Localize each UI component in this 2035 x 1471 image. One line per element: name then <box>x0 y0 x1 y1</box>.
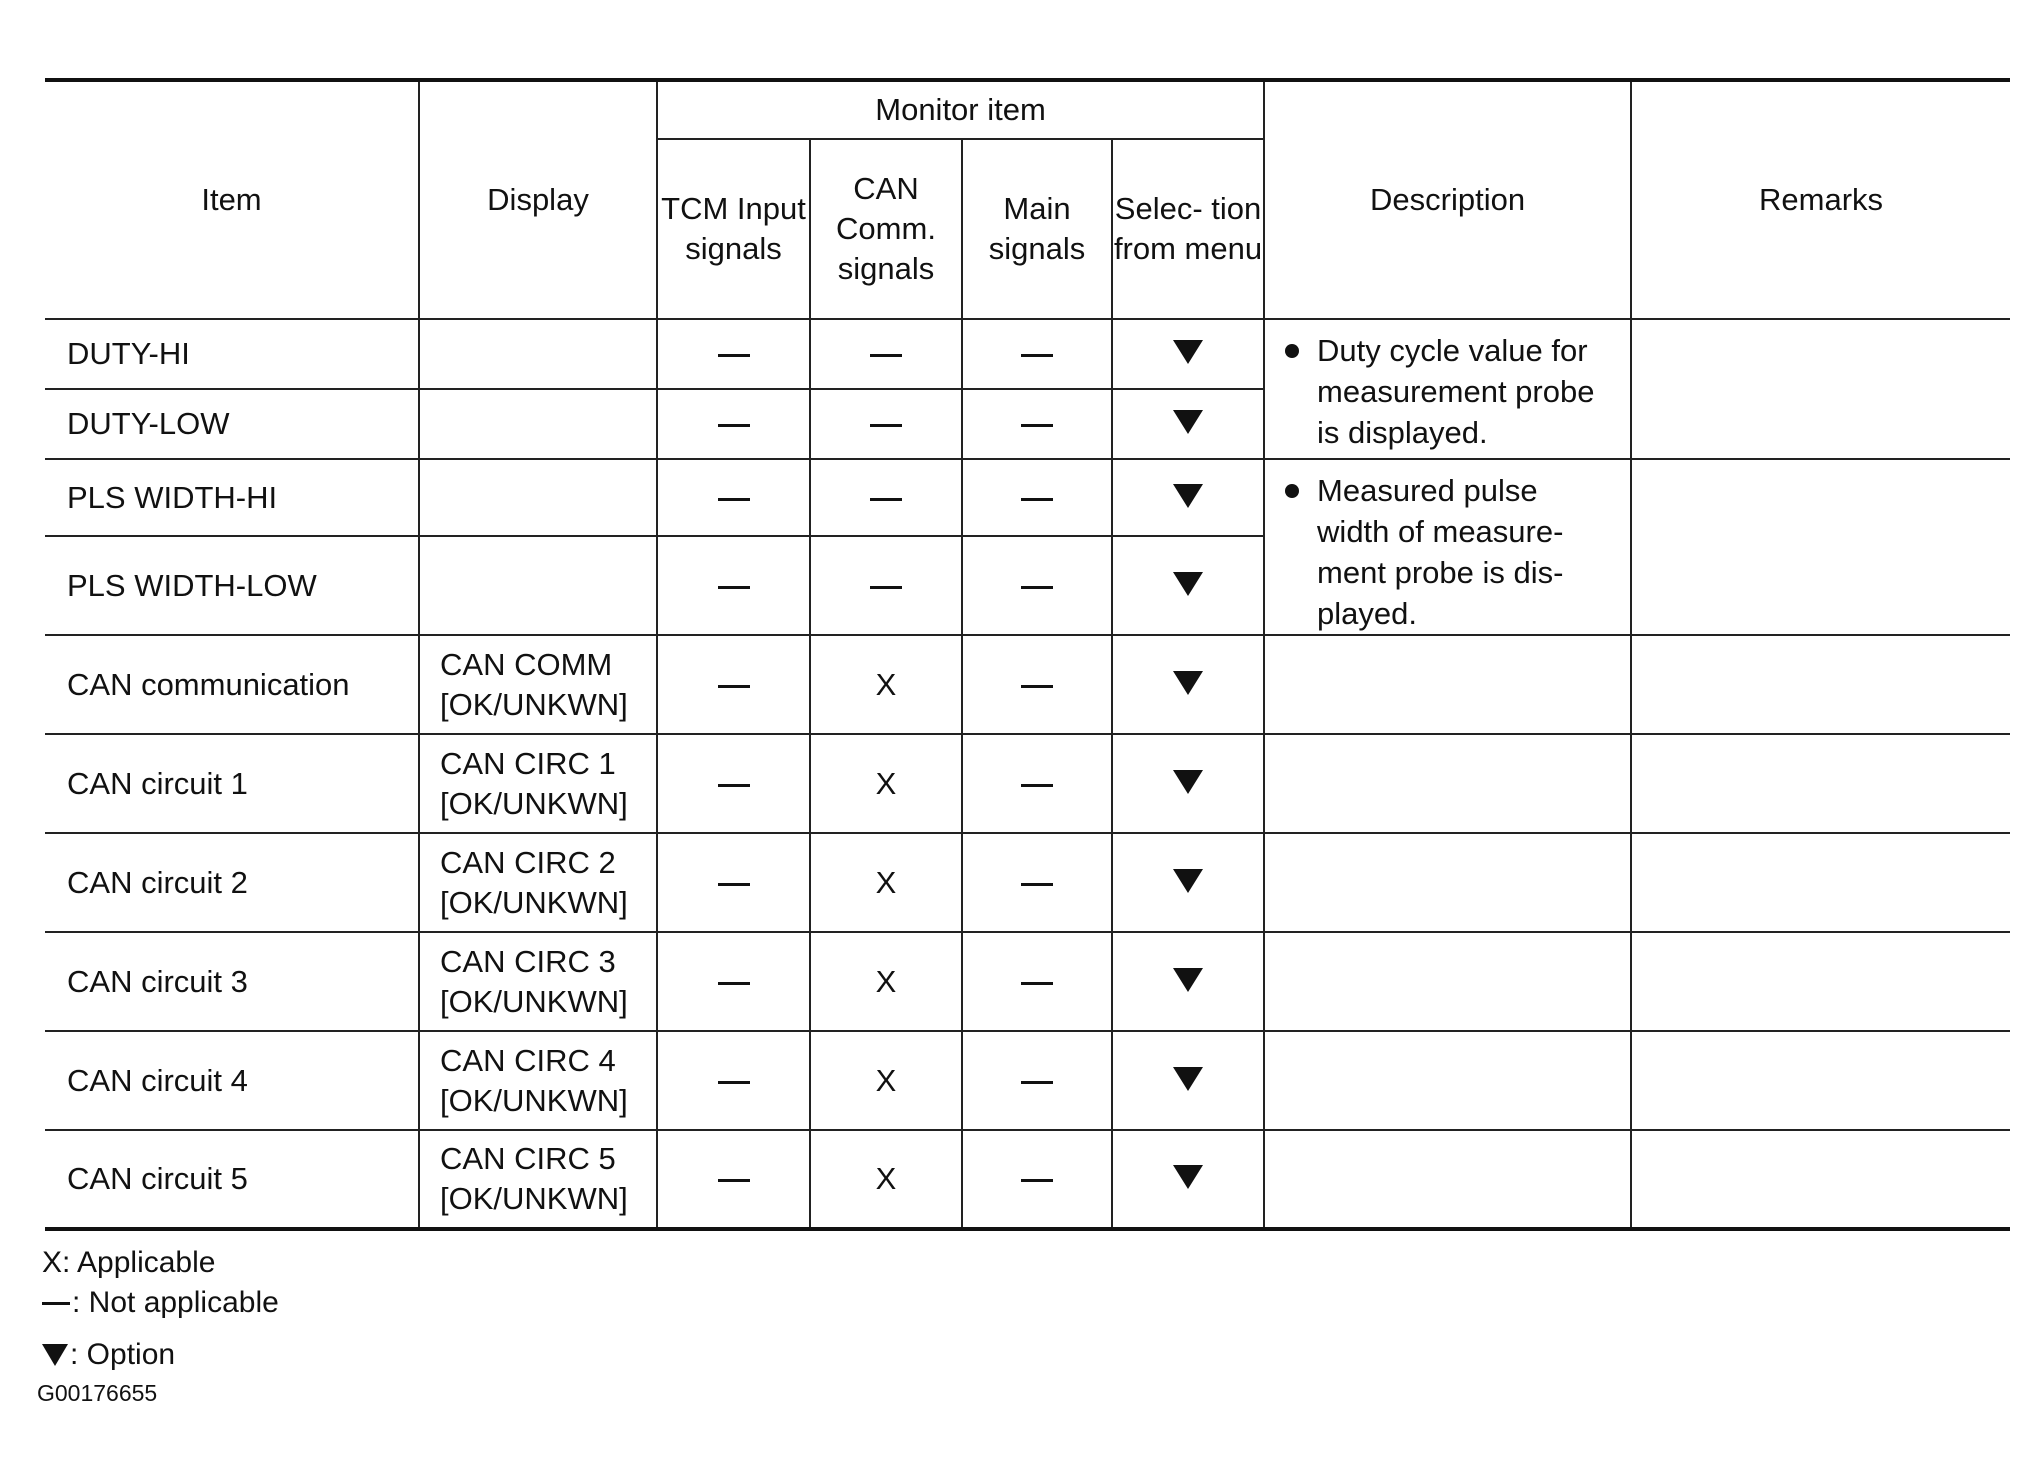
dash-icon <box>1021 982 1053 985</box>
display-line: [OK/UNKWN] <box>440 1181 628 1216</box>
display-line: [OK/UNKWN] <box>440 884 628 920</box>
item-cell: PLS WIDTH-HI <box>45 459 419 536</box>
triangle-down-icon <box>1173 869 1203 893</box>
item-cell: CAN circuit 4 <box>45 1031 419 1130</box>
monitor-item-table <box>45 78 2010 1231</box>
display-cell <box>419 833 657 932</box>
legend-option <box>42 1335 279 1375</box>
dash-icon <box>1021 1179 1053 1182</box>
applicable-mark: X <box>810 833 962 932</box>
table-row <box>45 459 2010 536</box>
description-cell <box>1264 1130 1631 1229</box>
remarks-cell <box>1631 1031 2010 1130</box>
dash-icon <box>718 1179 750 1182</box>
display-cell <box>419 389 657 459</box>
description-text: Duty cycle value for measurement probe is displayed. <box>1317 333 1595 450</box>
display-cell <box>419 1031 657 1130</box>
display-cell <box>419 932 657 1031</box>
dash-icon <box>718 424 750 427</box>
remarks-cell <box>1631 734 2010 833</box>
display-line: CAN CIRC 4 <box>440 1042 616 1078</box>
table-row <box>45 734 2010 833</box>
display-line: CAN CIRC 2 <box>440 844 616 880</box>
header-monitor-item: Monitor item <box>657 80 1264 139</box>
dash-icon <box>718 784 750 787</box>
triangle-down-icon <box>1173 340 1203 364</box>
legend <box>42 1243 279 1375</box>
applicable-mark: X <box>810 932 962 1031</box>
dash-icon <box>1021 685 1053 688</box>
triangle-down-icon <box>1173 484 1203 508</box>
remarks-cell <box>1631 635 2010 734</box>
dash-icon <box>870 354 902 357</box>
display-cell <box>419 734 657 833</box>
table-row <box>45 319 2010 389</box>
table-row <box>45 833 2010 932</box>
triangle-down-icon <box>1173 671 1203 695</box>
applicable-mark: X <box>810 734 962 833</box>
table-row <box>45 1130 2010 1229</box>
legend-applicable: X: Applicable <box>42 1246 216 1279</box>
header-description: Description <box>1264 80 1631 319</box>
dash-icon <box>718 1081 750 1084</box>
triangle-down-icon <box>42 1344 68 1366</box>
display-line: [OK/UNKWN] <box>440 785 628 821</box>
triangle-down-icon <box>1173 1067 1203 1091</box>
display-line: CAN CIRC 5 <box>440 1141 616 1176</box>
remarks-cell <box>1631 459 2010 635</box>
description-cell <box>1264 932 1631 1031</box>
bullet-icon <box>1285 484 1299 498</box>
dash-icon <box>1021 586 1053 589</box>
display-cell <box>419 459 657 536</box>
item-cell: CAN circuit 1 <box>45 734 419 833</box>
display-cell <box>419 319 657 389</box>
triangle-down-icon <box>1173 1165 1203 1189</box>
display-line: CAN CIRC 3 <box>440 943 616 979</box>
dash-icon <box>42 1302 70 1305</box>
display-line: [OK/UNKWN] <box>440 1082 628 1118</box>
dash-icon <box>870 498 902 501</box>
table-row <box>45 932 2010 1031</box>
legend-not-applicable <box>42 1283 279 1323</box>
remarks-cell <box>1631 833 2010 932</box>
item-cell: CAN communication <box>45 635 419 734</box>
display-line: CAN COMM <box>440 646 613 682</box>
display-cell <box>419 1130 657 1229</box>
dash-icon <box>1021 1081 1053 1084</box>
header-display: Display <box>419 80 657 319</box>
dash-icon <box>870 424 902 427</box>
remarks-cell <box>1631 1130 2010 1229</box>
display-line: [OK/UNKWN] <box>440 686 628 722</box>
item-cell: DUTY-LOW <box>45 389 419 459</box>
triangle-down-icon <box>1173 968 1203 992</box>
triangle-down-icon <box>1173 410 1203 434</box>
item-cell: DUTY-HI <box>45 319 419 389</box>
item-cell: CAN circuit 5 <box>45 1130 419 1229</box>
header-can-comm-signals: CAN Comm. signals <box>810 139 962 319</box>
figure-code: G00176655 <box>37 1380 158 1406</box>
bullet-icon <box>1285 344 1299 358</box>
dash-icon <box>870 586 902 589</box>
description-cell <box>1264 833 1631 932</box>
applicable-mark: X <box>810 635 962 734</box>
table-row <box>45 635 2010 734</box>
table-row <box>45 1031 2010 1130</box>
triangle-down-icon <box>1173 572 1203 596</box>
description-text: Measured pulse width of measure- ment probe is dis- played. <box>1317 473 1564 631</box>
header-tcm-input-signals: TCM Input signals <box>657 139 810 319</box>
dash-icon <box>718 586 750 589</box>
display-line: CAN CIRC 1 <box>440 745 616 781</box>
item-cell: PLS WIDTH-LOW <box>45 536 419 635</box>
dash-icon <box>718 498 750 501</box>
header-remarks: Remarks <box>1631 80 2010 319</box>
dash-icon <box>1021 784 1053 787</box>
dash-icon <box>718 982 750 985</box>
display-cell <box>419 635 657 734</box>
dash-icon <box>718 883 750 886</box>
dash-icon <box>1021 498 1053 501</box>
applicable-mark: X <box>810 1130 962 1229</box>
dash-icon <box>1021 883 1053 886</box>
dash-icon <box>1021 354 1053 357</box>
display-line: [OK/UNKWN] <box>440 983 628 1019</box>
dash-icon <box>718 354 750 357</box>
display-cell <box>419 536 657 635</box>
description-pulse <box>1264 459 1631 635</box>
legend-text: : Option <box>70 1338 176 1371</box>
dash-icon <box>1021 424 1053 427</box>
dash-icon <box>718 685 750 688</box>
item-cell: CAN circuit 2 <box>45 833 419 932</box>
legend-text: : Not applicable <box>72 1286 279 1319</box>
header-item: Item <box>45 80 419 319</box>
description-cell <box>1264 1031 1631 1130</box>
applicable-mark: X <box>810 1031 962 1130</box>
remarks-cell <box>1631 932 2010 1031</box>
description-duty <box>1264 319 1631 459</box>
item-cell: CAN circuit 3 <box>45 932 419 1031</box>
description-cell <box>1264 635 1631 734</box>
triangle-down-icon <box>1173 770 1203 794</box>
header-main-signals: Main signals <box>962 139 1112 319</box>
header-selection-from-menu: Selec- tion from menu <box>1112 139 1264 319</box>
description-cell <box>1264 734 1631 833</box>
remarks-cell <box>1631 319 2010 459</box>
